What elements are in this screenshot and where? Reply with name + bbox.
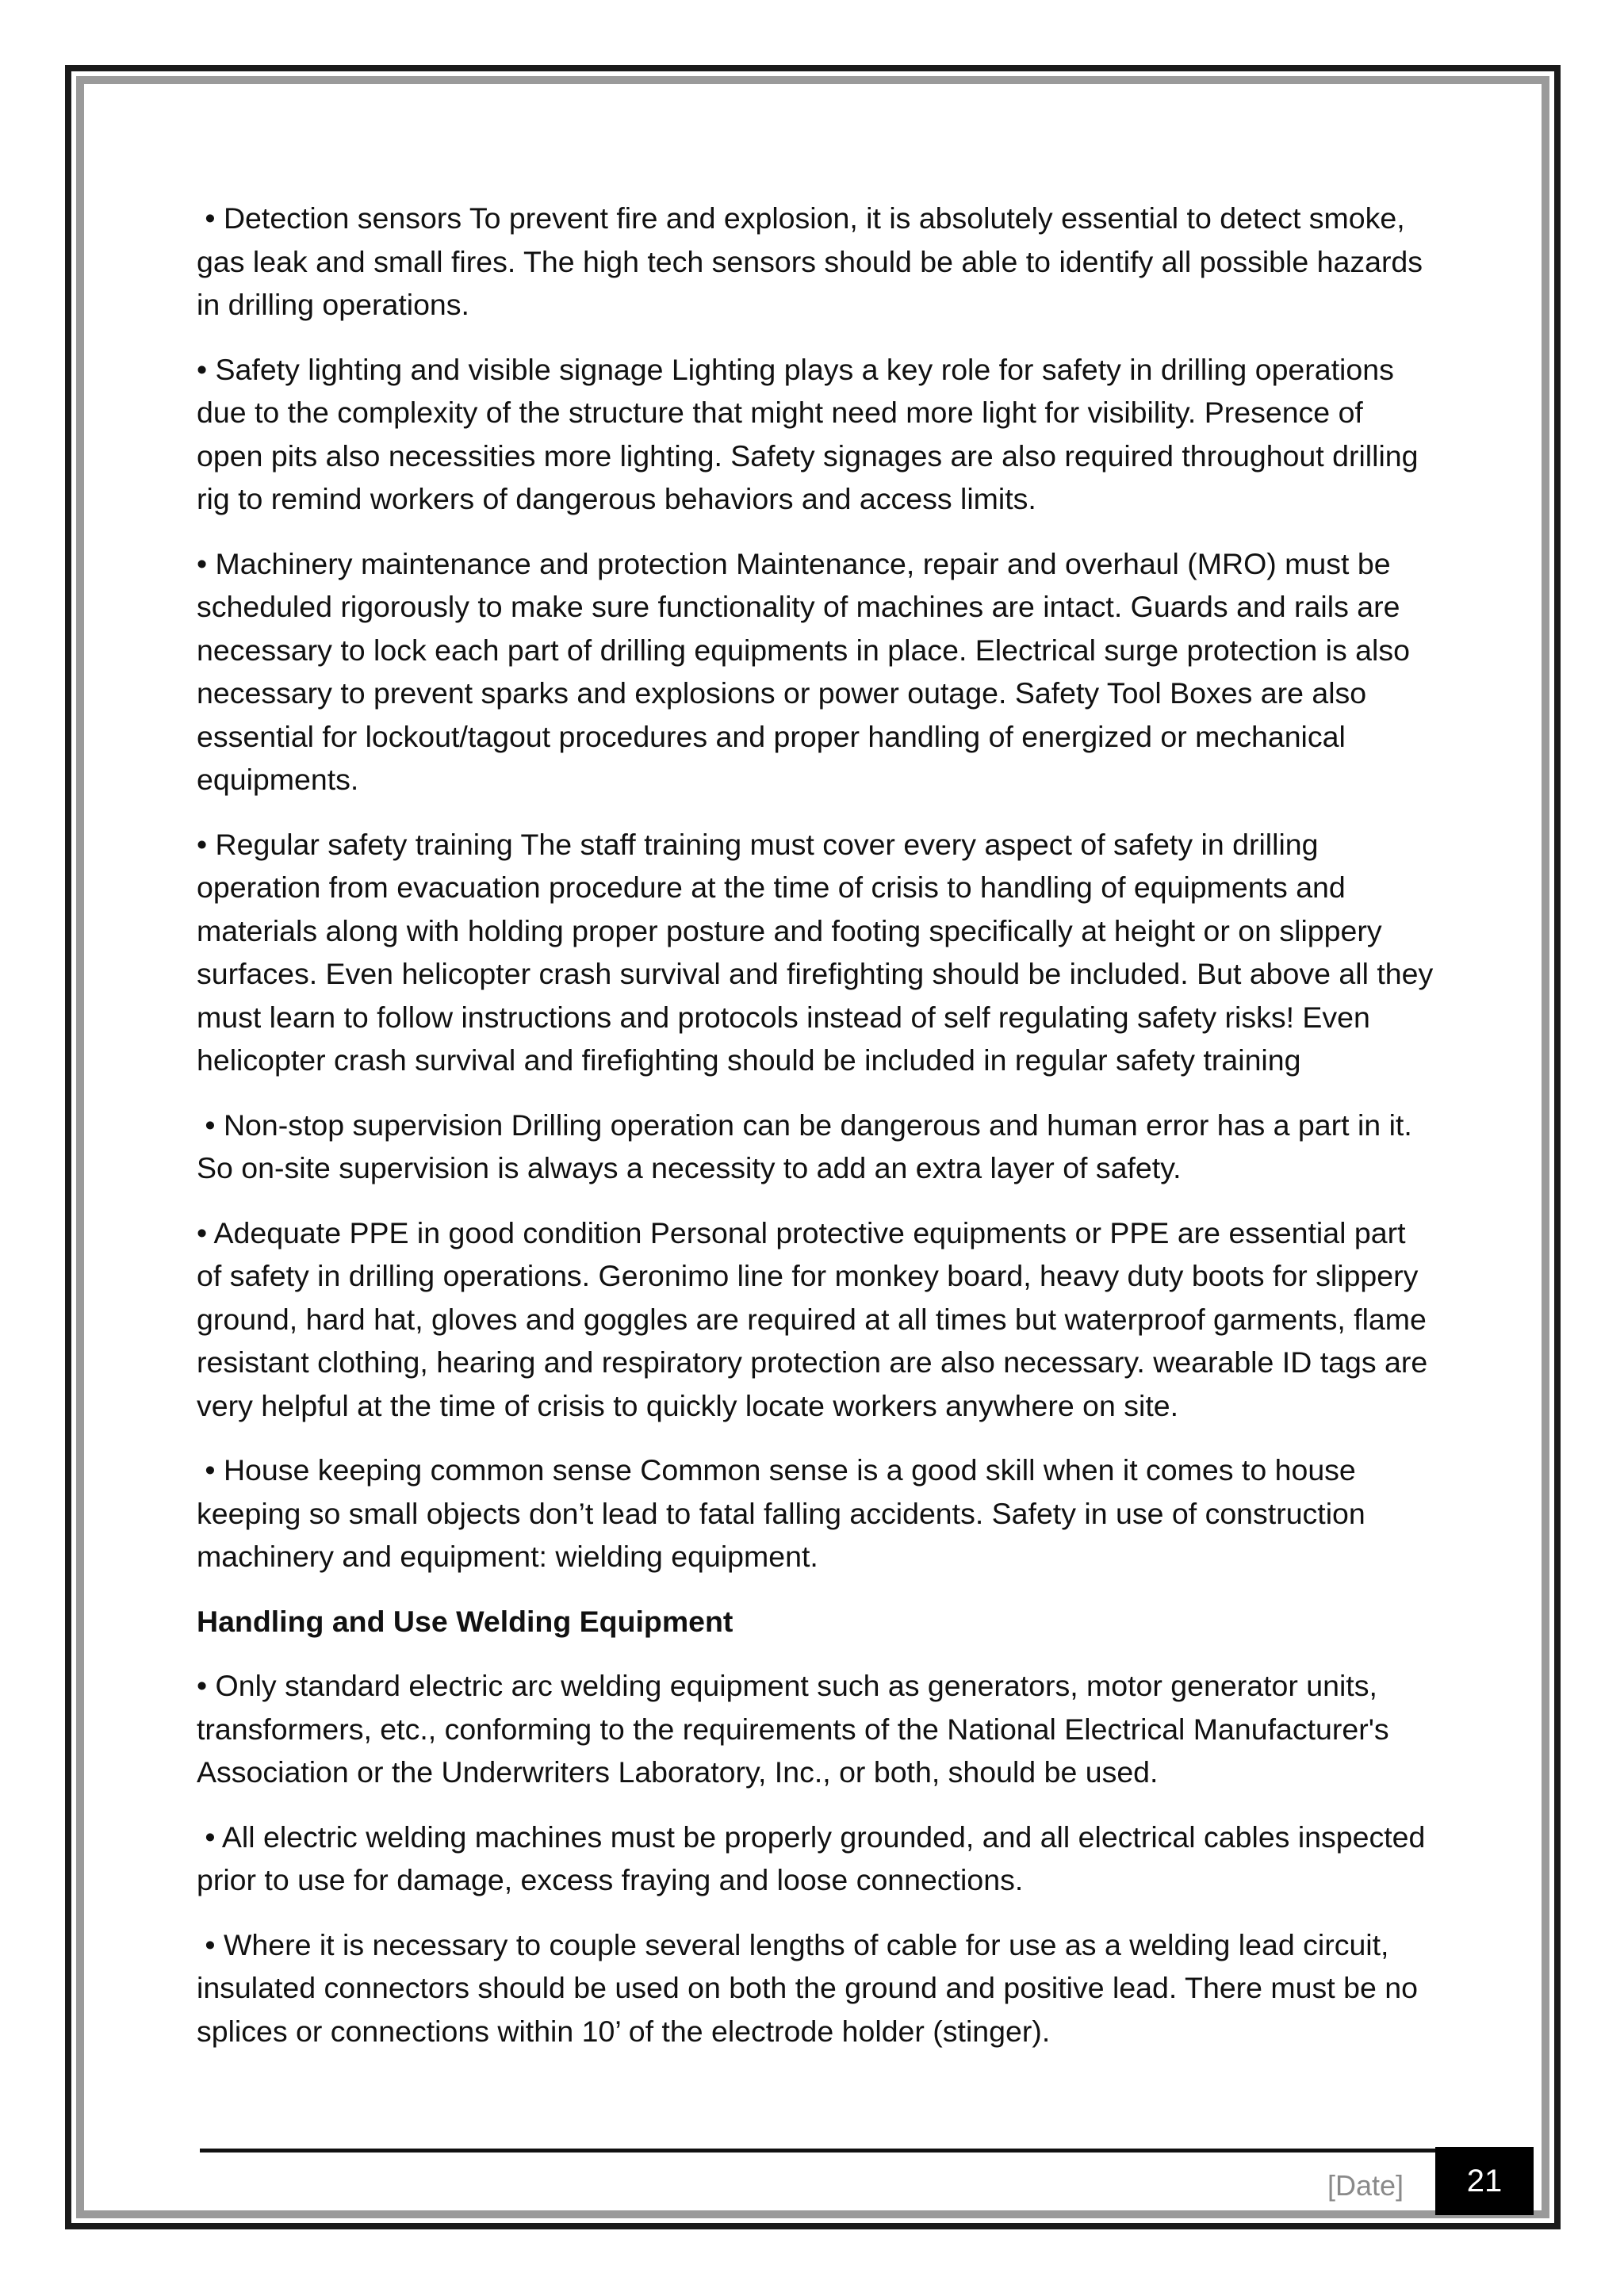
paragraph-machinery-maintenance: • Machinery maintenance and protection Maintenance, repair and overhaul (MRO) must be scheduled rigorously to make sure functionality of machines are intact. Guards and rails are necessary to lock each part of drilling equipments in place. Electrical surge protection is also necessary to prevent sparks and explosions or power outage. Safety Tool Boxes are also essential for lockout/tagout procedures and proper handling of energized or mechanical equipments.	[197, 546, 1419, 796]
paragraph-housekeeping: • House keeping common sense Common sense is a good skill when it comes to house keeping so small objects don’t lead to fatal falling accidents. Safety in use of construction machinery and equipment: wielding equipment.	[197, 1453, 1374, 1573]
paragraph-supervision: • Non-stop supervision Drilling operation can be dangerous and human error has a part in it. So on-site supervision is always a necessity to add an extra layer of safety.	[197, 1108, 1421, 1184]
paragraph-cable-coupling: • Where it is necessary to couple several lengths of cable for use as a welding lead circuit, insulated connectors should be used on both the ground and positive lead. There must be no splices or connections within 10’ of the electrode holder (stinger).	[197, 1927, 1427, 2048]
section-heading: Handling and Use Welding Equipment	[197, 1604, 733, 1638]
paragraph-ppe: • Adequate PPE in good condition Personal protective equipments or PPE are essential part of safety in drilling operations. Geronimo line for monkey board, heavy duty boots for slippery ground, hard hat, gloves and goggles are required at all times but waterproof garments, flame resistant clothing, hearing and respiratory protection are also necessary. wearable ID tags are very helpful at the time of crisis to quickly locate workers anywhere on site.	[197, 1215, 1436, 1422]
page-content	[197, 197, 1442, 2074]
paragraph-grounding: • All electric welding machines must be properly grounded, and all electrical cables inspected prior to use for damage, excess fraying and loose connections.	[197, 1820, 1434, 1896]
paragraph-safety-lighting: • Safety lighting and visible signage Lighting plays a key role for safety in drilling operations due to the complexity of the structure that might need more light for visibility. Presence of open pits also necessities more lighting. Safety signages are also required throughout drilling rig to remind workers of dangerous behaviors and access limits.	[197, 352, 1427, 515]
paragraph-standard-equipment: • Only standard electric arc welding equipment such as generators, motor generator units, transformers, etc., conforming to the requirements of the National Electrical Manufacturer's Association or the Underwriters Laboratory, Inc., or both, should be used.	[197, 1669, 1396, 1789]
page-number: 21	[1466, 2163, 1503, 2198]
footer-rule	[200, 2149, 1437, 2152]
footer-date: [Date]	[1327, 2169, 1404, 2202]
paragraph-regular-training: • Regular safety training The staff training must cover every aspect of safety in drilling operation from evacuation procedure at the time of crisis to handling of equipments and materials along with holding proper posture and footing specifically at height or on slippery surfaces. Even helicopter crash survival and firefighting should be included. But above all they must learn to follow instructions and protocols instead of self regulating safety risks! Even helicopter crash survival and firefighting should be included in regular safety training	[197, 827, 1442, 1077]
page-number-box	[1435, 2147, 1534, 2215]
paragraph-detection-sensors: • Detection sensors To prevent fire and explosion, it is absolutely essential to detect smoke, gas leak and small fires. The high tech sensors should be able to identify all possible hazards in drilling operations.	[197, 201, 1431, 321]
